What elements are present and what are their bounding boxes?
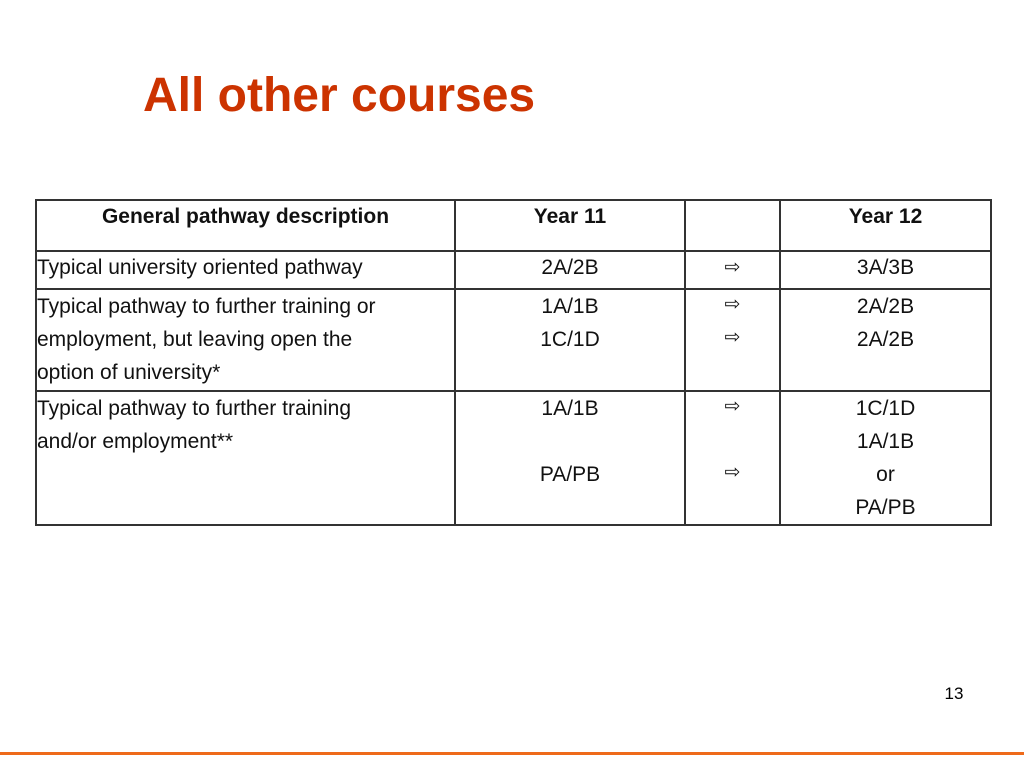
year11-course: 1A/1B: [541, 397, 599, 420]
row-description: [36, 391, 455, 525]
year11-course: PA/PB: [539, 463, 601, 486]
arrow-right-outline-icon: ⇨: [724, 257, 741, 278]
row-year11: [455, 391, 685, 525]
row-year12: [780, 391, 991, 525]
table-row: [36, 251, 991, 289]
row-year11: [455, 289, 685, 391]
description-line: and/or employment**: [37, 430, 234, 453]
row-arrow: [685, 289, 780, 391]
pathway-table: [35, 199, 992, 526]
arrow-right-outline-icon: ⇨: [724, 462, 741, 483]
description-line: Typical pathway to further training: [37, 397, 351, 420]
year12-course: 1C/1D: [855, 397, 916, 420]
description-line: option of university*: [37, 361, 221, 384]
year12-connector: or: [876, 463, 895, 486]
row-description: [36, 251, 455, 289]
year12-course: 1A/1B: [856, 430, 915, 453]
table-row: [36, 391, 991, 525]
arrow-right-outline-icon: ⇨: [724, 396, 741, 417]
header-description: General pathway description: [36, 200, 455, 251]
year11-course: [456, 425, 684, 458]
table-row: [36, 289, 991, 391]
header-year12: Year 12: [780, 200, 991, 251]
description-line: Typical university oriented pathway: [37, 256, 363, 279]
year12-course: PA/PB: [855, 496, 916, 519]
year11-course: 1A/1B: [541, 295, 599, 318]
row-year12: [780, 251, 991, 289]
table-header-row: [36, 200, 991, 251]
row-description: [36, 289, 455, 391]
slide-title: All other courses: [143, 69, 536, 122]
year12-course: 2A/2B: [856, 328, 915, 351]
arrow-right-outline-icon: ⇨: [724, 327, 741, 348]
year11-course: 1C/1D: [540, 328, 600, 351]
year11-course: 2A/2B: [541, 256, 599, 279]
row-arrow: [685, 391, 780, 525]
header-arrow: [685, 200, 780, 251]
year12-course: 2A/2B: [856, 295, 915, 318]
row-year11: [455, 251, 685, 289]
description-line: employment, but leaving open the: [37, 328, 353, 351]
header-year11: Year 11: [455, 200, 685, 251]
year12-course: 3A/3B: [856, 256, 915, 279]
description-line: Typical pathway to further training or: [37, 295, 376, 318]
footer-rule: [0, 752, 1024, 755]
row-arrow: [685, 251, 780, 289]
arrow-spacer: [686, 425, 779, 458]
arrow-right-outline-icon: ⇨: [724, 294, 741, 315]
page-number: 13: [944, 684, 964, 703]
row-year12: [780, 289, 991, 391]
